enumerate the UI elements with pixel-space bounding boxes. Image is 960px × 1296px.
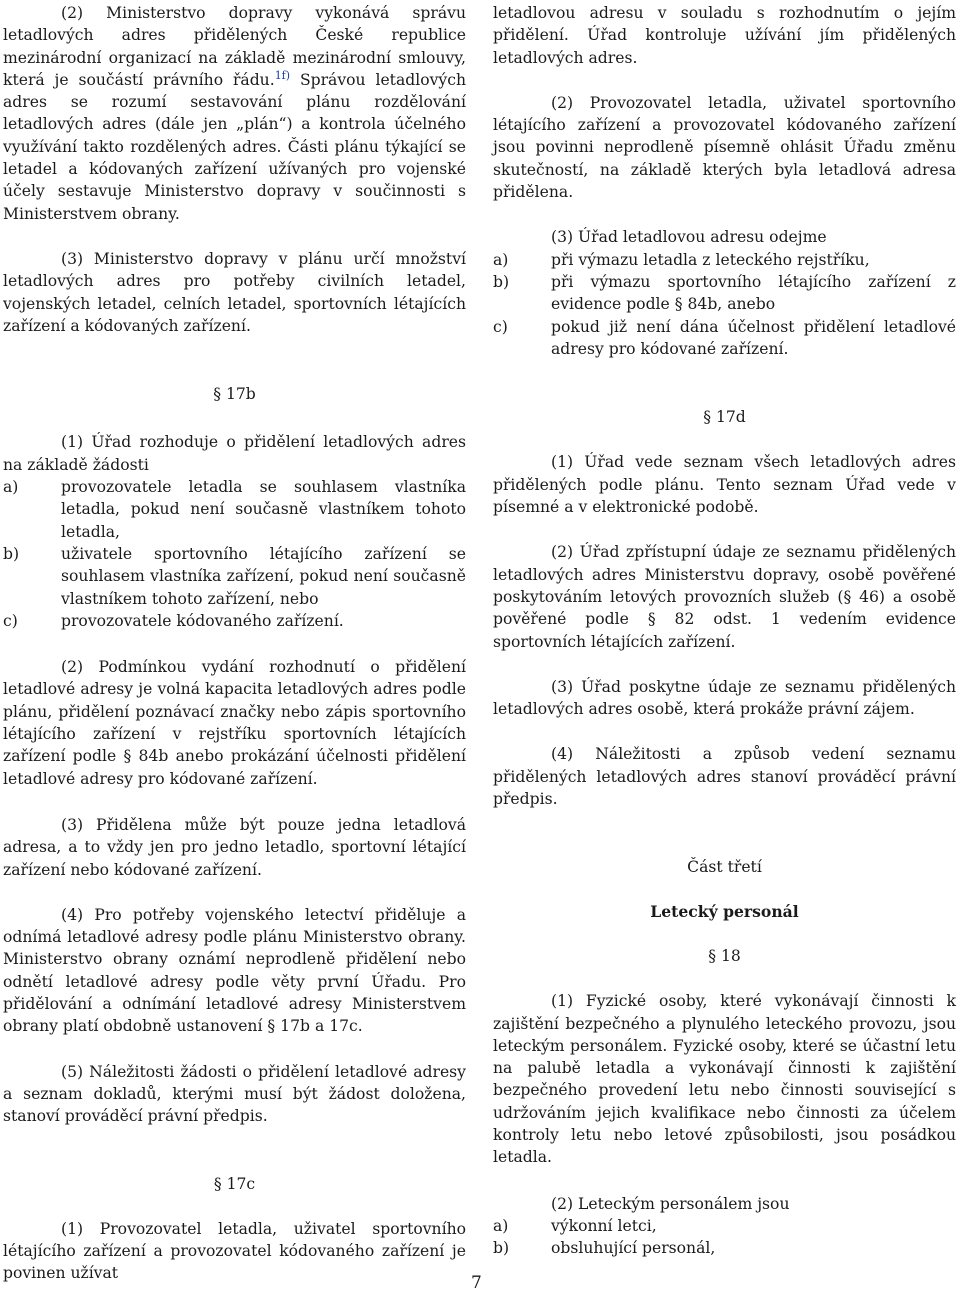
page-number: 7 (471, 1273, 482, 1293)
list-item-text: provozovatele kódovaného zařízení. (61, 611, 344, 630)
list-item-text: při výmazu sportovního létajícího zařízení z evidence podle § 84b, anebo (551, 272, 956, 314)
list-item (3, 610, 466, 632)
list-item (3, 543, 466, 610)
list-item-text: obsluhující personál, (551, 1239, 716, 1258)
paragraph: (4) Náležitosti a způsob vedení seznamu přidělených letadlových adres stanoví prováděcí právní předpis. (493, 745, 956, 809)
right-column (493, 0, 956, 1259)
section-heading-17d: § 17d (703, 408, 746, 427)
paragraph: (2) Podmínkou vydání rozhodnutí o přidělení letadlové adresy je volná kapacita letadlových adres podle plánu, přidělení poznávací značky nebo zápis sportovního létajícího zařízení v rejstříku sportovních létajících zařízení podle § 84b anebo prokázání účelnosti přidělení letadlové adresy pro kódované zařízení. (3, 658, 466, 788)
list-item (493, 1215, 956, 1237)
paragraph: letadlovou adresu v souladu s rozhodnutím o jejím přidělení. Úřad kontroluje užívání jím přidělených letadlových adres. (493, 4, 956, 67)
paragraph: (3) Ministerstvo dopravy v plánu určí množství letadlových adres pro potřeby civilních letadel, vojenských letadel, celních letadel, sportovních létajících zařízení a kódovaných zařízení. (3, 249, 466, 335)
list-item-label: a) (493, 1216, 509, 1235)
paragraph: (1) Úřad rozhoduje o přidělení letadlových adres na základě žádosti (3, 433, 466, 474)
list-17c-3 (493, 249, 956, 360)
list-17b-1 (3, 476, 466, 632)
list-item-label: b) (493, 272, 510, 291)
paragraph: (3) Přidělena může být pouze jedna letadlová adresa, a to vždy jen pro jedno letadlo, sportovní létající zařízení nebo kódované zařízení. (3, 815, 466, 879)
paragraph: (1) Provozovatel letadla, uživatel sportovního létajícího zařízení a provozovatel kódovaného zařízení je povinen užívat (3, 1219, 466, 1283)
list-item-label: c) (493, 317, 508, 336)
paragraph: (2) Úřad zpřístupní údaje ze seznamu přidělených letadlových adres Ministerstvu dopravy, osobě pověřené poskytováním letových provozních služeb (§ 46) a osobě pověřené podle § 82 odst. 1 vedením evidence sportovních létajících zařízení. (493, 543, 956, 651)
list-item (493, 316, 956, 361)
list-item-label: c) (3, 611, 18, 630)
list-item-label: b) (493, 1239, 510, 1258)
paragraph: (5) Náležitosti žádosti o přidělení letadlové adresy a seznam dokladů, kterými musí být žádost doložena, stanoví prováděcí právní předpis. (3, 1062, 466, 1126)
list-item (493, 271, 956, 316)
left-column (3, 0, 466, 1285)
section-heading-18: § 18 (708, 946, 741, 965)
section-heading-17b: § 17b (213, 385, 256, 404)
paragraph: (1) Úřad vede seznam všech letadlových adres přidělených podle plánu. Tento seznam Úřad vede v písemné a v elektronické podobě. (493, 453, 956, 517)
paragraph: (1) Fyzické osoby, které vykonávají činnosti k zajištění bezpečného a plynulého leteckého provozu, jsou leteckým personálem. Fyzické osoby, které se účastní letu na palubě letadla a vykonávají činnosti k zajištění bezpečného provedení letu nebo činnosti související s udržováním jejich kvalifikace nebo činnosti za účelem kontroly letu nebo letové způsobilosti, jsou posádkou letadla. (493, 992, 956, 1167)
list-item-label: a) (493, 250, 509, 269)
list-item (3, 476, 466, 543)
list-item-text: provozovatele letadla se souhlasem vlastníka letadla, pokud není současně vlastníkem tohoto letadla, (61, 478, 466, 541)
list-item-text: při výmazu letadla z leteckého rejstříku, (551, 250, 870, 269)
list-item (493, 249, 956, 271)
paragraph: (3) Úřad poskytne údaje ze seznamu přidělených letadlových adres osobě, která prokáže právní zájem. (493, 677, 956, 719)
part-name: Letecký personál (650, 901, 799, 921)
list-item-text: výkonní letci, (551, 1216, 657, 1235)
section-heading-17c: § 17c (213, 1175, 256, 1194)
part-title: Část třetí (687, 858, 762, 877)
paragraph: (4) Pro potřeby vojenského letectví přiděluje a odnímá letadlové adresy podle plánu Ministerstvo obrany. Ministerstvo obrany oznámí neprodleně přidělení nebo odnětí letadlové adresy podle věty první Úřadu. Pro přidělování a odnímání letadlové adresy Ministerstvem obrany platí obdobně ustanovení § 17b a 17c. (3, 905, 466, 1036)
list-item-label: b) (3, 544, 20, 563)
list-item (493, 1237, 956, 1259)
paragraph (3, 2, 466, 225)
footnote-ref[interactable]: 1f) (274, 68, 291, 82)
paragraph-text: Správou letadlových adres se rozumí sestavování plánu rozdělování letadlových adres (dále jen „plán“) a kontrola účelného využívání takto rozdělených adres. Části plánu týkající se letadel a kódovaných zařízení užívaných pro vojenské účely sestavuje Ministerstvo dopravy v součinnosti s Ministerstvem obrany. (3, 70, 466, 223)
paragraph: (3) Úřad letadlovou adresu odejme (551, 228, 827, 247)
paragraph: (2) Provozovatel letadla, uživatel sportovního létajícího zařízení a provozovatel kódovaného zařízení jsou povinni neprodleně písemně ohlásit Úřadu změnu skutečností, na základě kterých byla letadlová adresa přidělena. (493, 93, 956, 202)
list-18-2 (493, 1215, 956, 1260)
list-item-text: pokud již není dána účelnost přidělení letadlové adresy pro kódované zařízení. (551, 317, 956, 358)
list-item-text: uživatele sportovního létajícího zařízení se souhlasem vlastníka zařízení, pokud není současně vlastníkem tohoto zařízení, nebo (61, 544, 466, 608)
list-item-label: a) (3, 478, 19, 497)
paragraph-text: (2) Ministerstvo dopravy vykonává správu letadlových adres přidělených České republice mezinárodní organizací na základě mezinárodní smlouvy, která je součástí právního řádu. (3, 4, 466, 89)
paragraph: (2) Leteckým personálem jsou (551, 1194, 790, 1213)
